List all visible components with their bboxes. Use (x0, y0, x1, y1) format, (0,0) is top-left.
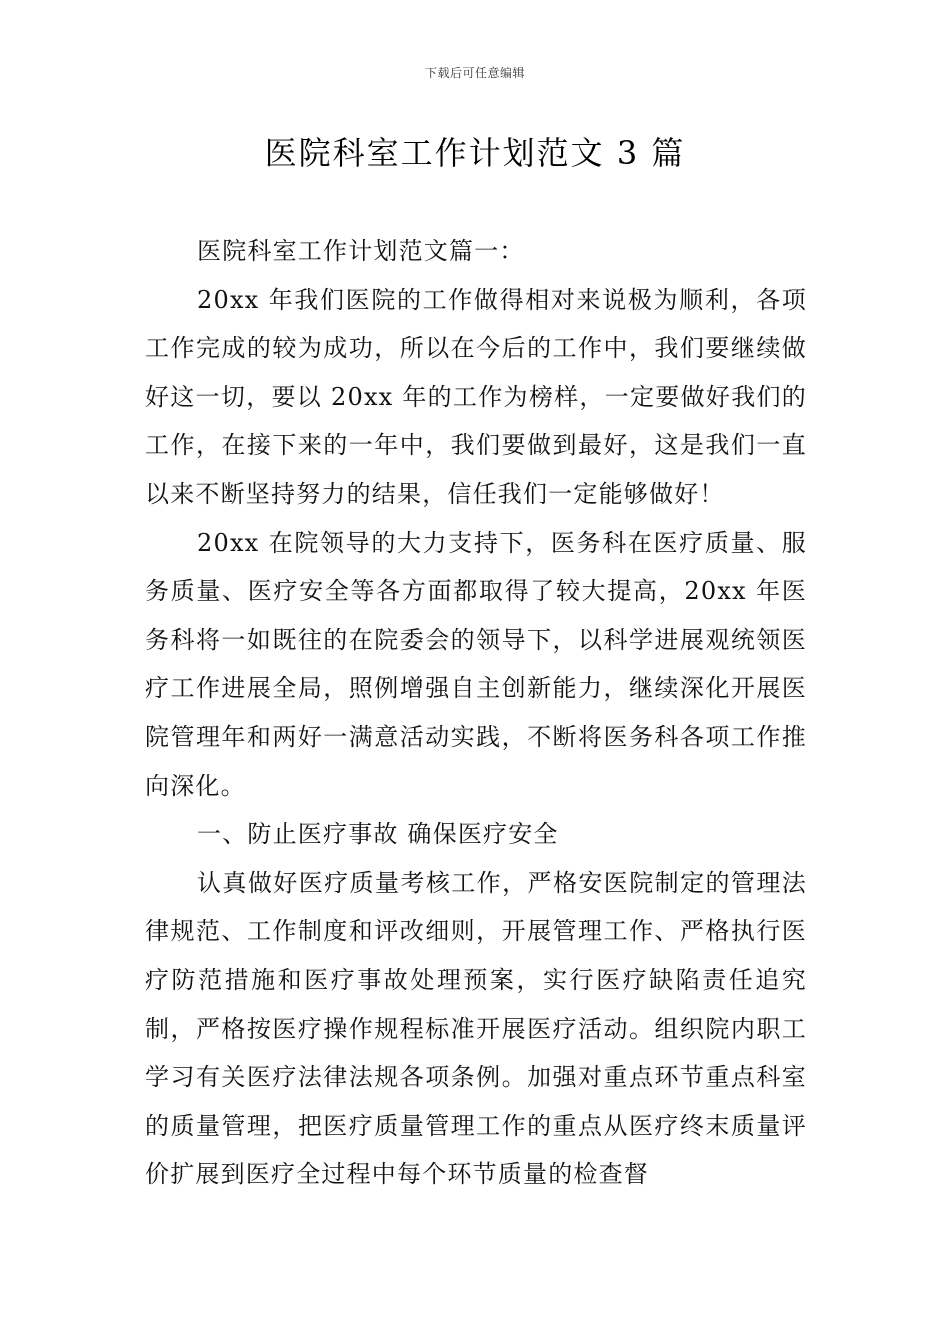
body-paragraph: 20xx 在院领导的大力支持下，医务科在医疗质量、服务质量、医疗安全等各方面都取得了较大提高，20xx 年医务科将一如既往的在院委会的领导下，以科学进展观统领医疗工作进展全局，照例增强自主创新能力，继续深化开展医院管理年和两好一满意活动实践，不断将医务科各项工作推向深化。 (145, 528, 807, 800)
body-paragraph: 认真做好医疗质量考核工作，严格安医院制定的管理法律规范、工作制度和评改细则，开展管理工作、严格执行医疗防范措施和医疗事故处理预案，实行医疗缺陷责任追究制，严格按医疗操作规程标准开展医疗活动。组织院内职工学习有关医疗法律法规各项条例。加强对重点环节重点科室的质量管理，把医疗质量管理工作的重点从医疗终末质量评价扩展到医疗全过程中每个环节质量的检查督 (145, 868, 807, 1189)
body-paragraph: 20xx 年我们医院的工作做得相对来说极为顺利，各项工作完成的较为成功，所以在今后的工作中，我们要继续做好这一切，要以 20xx 年的工作为榜样，一定要做好我们的工作，在接下来的一年中，我们要做到最好，这是我们一直以来不断坚持努力的结果，信任我们一定能够做好！ (145, 285, 807, 508)
document-body (145, 227, 807, 1199)
header-note: 下载后可任意编辑 (424, 66, 525, 80)
document-title: 医院科室工作计划范文 3 篇 (264, 134, 686, 172)
section-heading: 一、防止医疗事故 确保医疗安全 (197, 820, 559, 849)
section-heading-article-one: 医院科室工作计划范文篇一： (197, 237, 525, 265)
